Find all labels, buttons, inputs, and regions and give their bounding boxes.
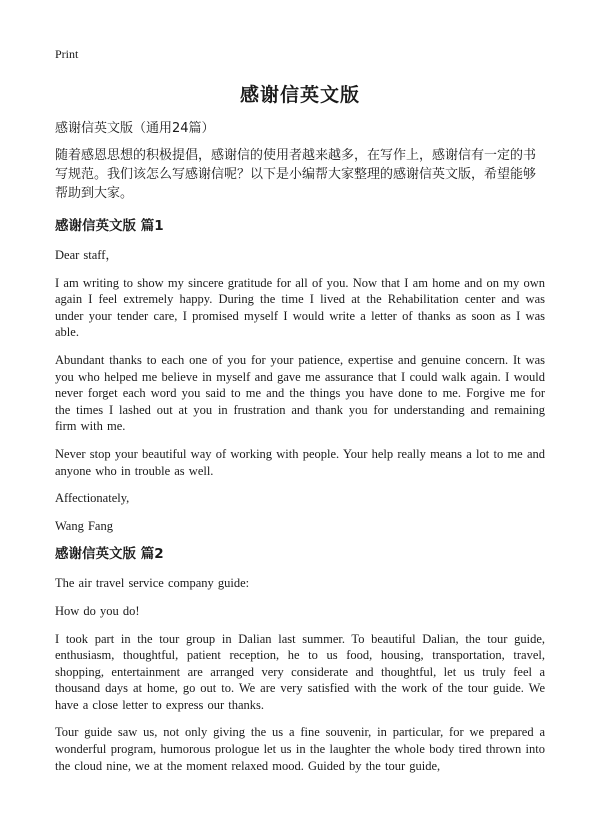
print-label: Print	[55, 47, 79, 61]
body-paragraph: I am writing to show my sincere gratitude for all of you. Now that I am home and on my own again I feel extremely happy. During the time I lived at the Rehabilitation center and was under your tender care, I promised myself I would write a letter of thanks as soon as I was able.	[55, 275, 545, 340]
page-title: 感谢信英文版	[239, 84, 360, 106]
body-paragraph: I took part in the tour group in Dalian last summer. To beautiful Dalian, the tour guide, enthusiasm, thoughtful, patient reception, he to us food, housing, transportation, travel, shopping, entertainment are arranged very considerate and thoughtful, let us truly feel a thousand days at home, go out to. We are very satisfied with the work of the tour guide. We have a close letter to express our thanks.	[55, 631, 545, 712]
body-paragraph: Abundant thanks to each one of you for your patience, expertise and genuine concern. It was you who helped me believe in myself and gave me assurance that I could walk again. I would never forget each word you said to me and the things you have done to me. Forgive me for the times I lashed out at you in frustration and thank you for understanding and remaining firm with me.	[55, 352, 545, 434]
greeting: How do you do!	[55, 603, 140, 618]
salutation: The air travel service company guide:	[55, 576, 250, 591]
salutation: Dear staff，	[55, 248, 118, 262]
closing: Affectionately,	[55, 491, 130, 506]
intro-paragraph: 随着感恩思想的积极提倡，感谢信的使用者越来越多，在写作上，感谢信有一定的书写规范。我们该怎么写感谢信呢？以下是小编帮大家整理的感谢信英文版，希望能够帮助到大家。	[55, 148, 537, 201]
body-paragraph: Never stop your beautiful way of working with people. Your help really means a lot to me and anyone who in trouble as well.	[55, 446, 545, 478]
signature: Wang Fang	[55, 518, 113, 533]
section-heading: 感谢信英文版 篇1	[55, 218, 164, 234]
section-1	[55, 217, 545, 534]
document-body	[55, 120, 545, 785]
section-heading: 感谢信英文版 篇2	[55, 546, 164, 563]
body-paragraph: Tour guide saw us, not only giving the us a fine souvenir, in particular, for we prepared a wonderful program, humorous prologue let us in the laughter the whole body tired thrown into the cloud nine, we at the moment relaxed mood. Guided by the tour guide,	[55, 725, 545, 773]
section-2	[55, 545, 545, 774]
document-subtitle: 感谢信英文版（通用24篇）	[55, 121, 215, 136]
